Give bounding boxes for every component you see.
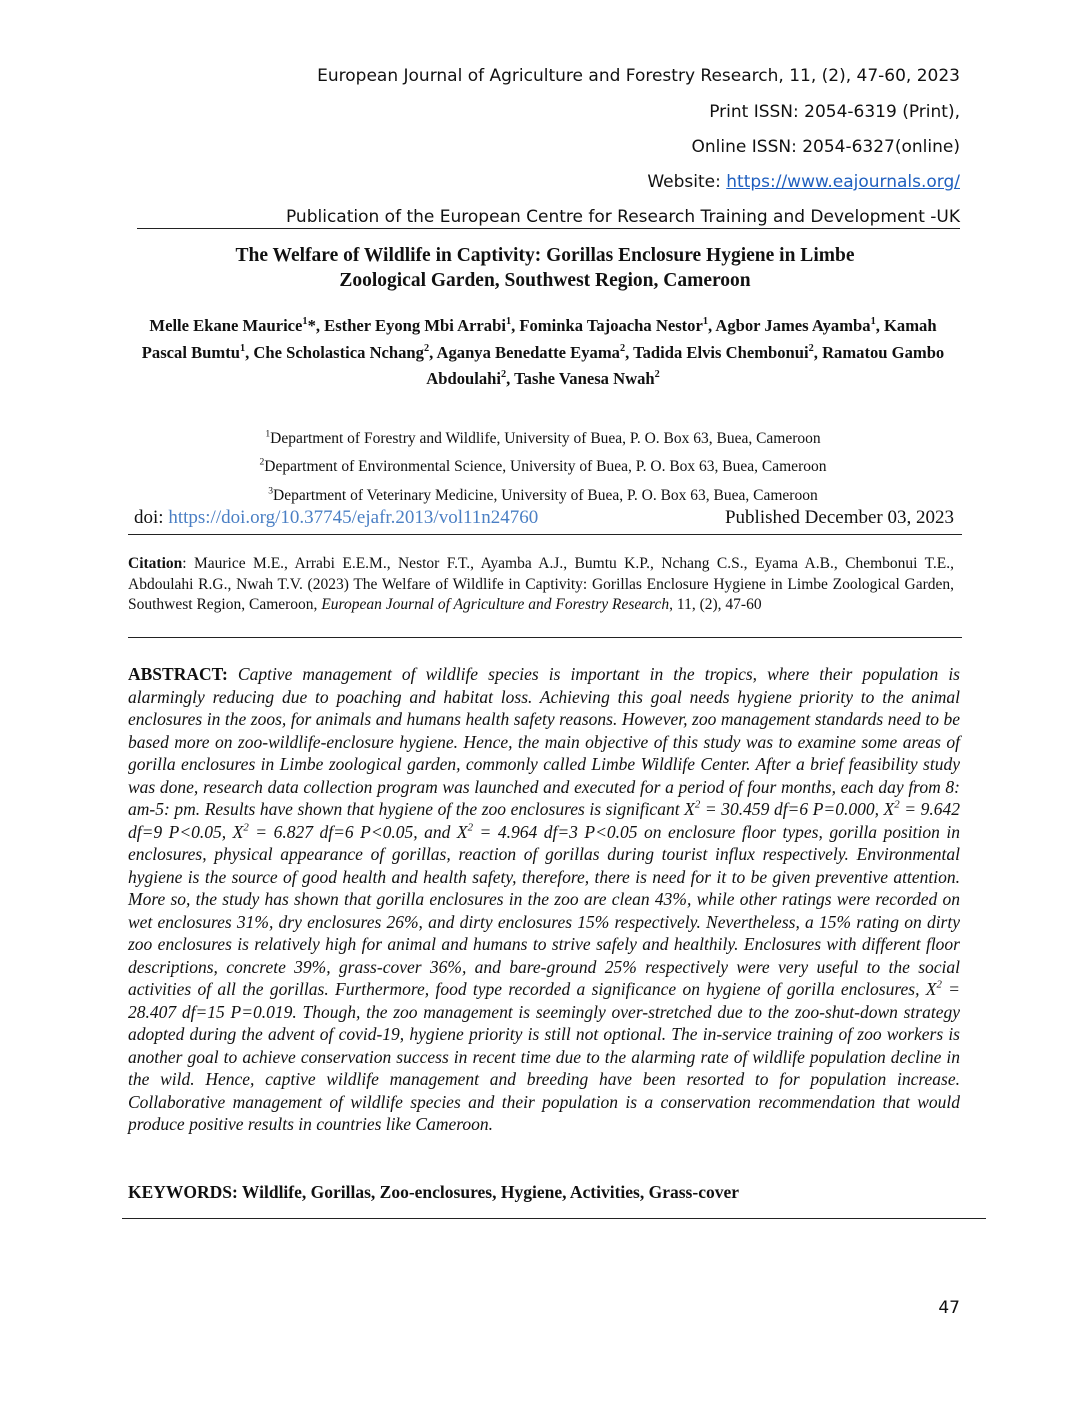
author-5: , Kamah Pascal Bumtu [141, 316, 937, 362]
author-sep: *, [307, 316, 325, 335]
abstract-label: ABSTRACT: [128, 664, 228, 684]
abstract-part-3: = 28.407 df=15 P=0.019. Though, the zoo management is seemingly over-stretched due to the zoo-shut-down strategy adopted during the advent of covid-19, hygiene priority is still not optional. The in-service training of zoo workers is another goal to achieve conservation success in recent time due to the alarming rate of wildlife population decline in the wild. Hence, captive wildlife management and breeding have been resorted to for population increase. Collaborative management of wildlife species and their population is a conservation recommendation that would produce positive results in countries like Cameroon. [128, 979, 960, 1134]
print-issn: Print ISSN: 2054-6319 (Print), [709, 102, 960, 122]
doi-label: doi: [134, 507, 169, 528]
affiliation-1 [128, 430, 958, 448]
author-2-sup: 1 [505, 315, 512, 327]
website-line [647, 172, 960, 192]
citation-tail: , 11, (2), 47-60 [669, 596, 762, 613]
author-9: , Ramatou Gambo Abdoulahi [426, 342, 945, 388]
author-8-sup: 2 [808, 342, 814, 354]
abstract-part-2: = 4.964 df=3 P<0.05 on enclosure floor types, gorilla position in enclosures, physical appearance of gorillas, reaction of gorillas during tourist influx respectively. Environmental hygiene is the source of good health and health safety, therefore, there is need for it to be given preventive attention. More so, the study has shown that gorilla enclosures in the zoo are clean 43%, while other ratings were recorded on wet enclosures 31%, dry enclosures 26%, and dirty enclosures 15% respectively. Nevertheless, a 15% rating on dirty zoo enclosures is relatively high for animal and humans to strive safely and healthily. Enclosures with different floor descriptions, concrete 39%, grass-cover 36%, and bare-ground 25% respectively were very useful to the social activities of all the gorillas. Furthermore, food type recorded a significance on hygiene of gorilla enclosures, X [128, 821, 960, 999]
publisher-line: Publication of the European Centre for Research Training and Development -UK [285, 207, 960, 227]
abstract-stat-1: = 30.459 df=6 P=0.000, X [700, 799, 895, 819]
journal-line: European Journal of Agriculture and Forestry Research, 11, (2), 47-60, 2023 [317, 66, 960, 86]
chi-sq-sup: 2 [936, 978, 942, 991]
author-10: , Tashe Vanesa Nwah [506, 369, 655, 388]
citation-label: Citation [128, 555, 183, 572]
affiliation-2-sup: 2 [259, 456, 265, 468]
citation-journal: European Journal of Agriculture and Forestry Research [321, 596, 670, 613]
citation-block [128, 554, 954, 616]
keywords: KEYWORDS: Wildlife, Gorillas, Zoo-enclosures, Hygiene, Activities, Grass-cover [128, 1182, 739, 1202]
author-3-sup: 1 [702, 315, 708, 327]
website-link[interactable]: https://www.eajournals.org/ [726, 172, 960, 192]
author-9-sup: 2 [500, 368, 507, 380]
abstract-body [128, 664, 960, 1134]
author-10-sup: 2 [654, 368, 660, 380]
author-3: , Fominka Tajoacha Nestor [511, 316, 703, 335]
affiliation-2 [128, 458, 958, 476]
author-6-sup: 2 [423, 342, 430, 354]
abstract-stat-3: = 6.827 df=6 P<0.05, and X [248, 821, 468, 842]
author-6: , Che Scholastica Nchang [245, 342, 424, 362]
author-1-sup: 1 [302, 315, 308, 327]
doi-link[interactable]: https://doi.org/10.37745/ejafr.2013/vol11n24760 [168, 507, 539, 528]
keywords-rule [122, 1218, 986, 1219]
doi [134, 507, 538, 529]
author-4-sup: 1 [870, 315, 876, 327]
chi-sq-sup: 2 [467, 820, 474, 833]
affiliation-1-sup: 1 [265, 428, 271, 440]
title-line-2: Zoological Garden, Southwest Region, Cameroon [339, 270, 751, 291]
abstract-block [128, 663, 960, 1136]
author-4: , Agbor James Ayamba [707, 316, 871, 335]
page-number: 47 [938, 1298, 960, 1318]
title-line-1: The Welfare of Wildlife in Captivity: Gorillas Enclosure Hygiene in Limbe [235, 245, 855, 266]
chi-sq-sup: 2 [243, 820, 249, 833]
published-date: Published December 03, 2023 [724, 507, 954, 528]
paper-title [150, 243, 940, 293]
header-rule [137, 228, 960, 229]
citation-text: : Maurice M.E., Arrabi E.E.M., Nestor F.T., Ayamba A.J., Bumtu K.P., Nchang C.S., Eyama A.B., Chembonui T.E., Abdoulahi R.G., Nwah T.V. (2023) The Welfare of Wildlife in Captivity: Gorillas Enclosure Hygiene in Limbe Zoological Garden, Southwest Region, Cameroon, [128, 555, 954, 613]
doi-line [134, 507, 954, 529]
doi-rule [128, 534, 962, 535]
abstract-stat-2: = 9.642 df=9 P<0.05, X [128, 799, 961, 842]
author-7: , Aganya Benedatte Eyama [429, 342, 620, 362]
abstract-part-1: Captive management of wildlife species is important in the tropics, where their population is alarmingly reducing due to poaching and habitat loss. Achieving this goal needs hygiene priority to the animal enclosures in the zoos, for animals and humans health safety reasons. However, zoo management standards need to be based more on zoo-wildlife-enclosure hygiene. Hence, the main objective of this study was to examine some areas of gorilla enclosures in Limbe zoological garden, commonly called Limbe Wildlife Center. After a brief feasibility study was done, research data collection program was launched and executed for a period of four months, each day from 8: am-5: pm. Results have shown that hygiene of the zoo enclosures is significant X [128, 664, 960, 819]
author-1: Melle Ekane Maurice [149, 316, 303, 335]
affiliation-3-text: Department of Veterinary Medicine, University of Buea, P. O. Box 63, Buea, Cameroon [273, 487, 818, 504]
author-5-sup: 1 [239, 342, 246, 354]
affiliation-3-sup: 3 [268, 485, 274, 497]
author-list [128, 313, 958, 393]
author-2: Esther Eyong Mbi Arrabi [324, 316, 506, 335]
citation-rule [128, 637, 962, 638]
author-8: , Tadida Elvis Chembonui [625, 342, 809, 362]
author-7-sup: 2 [619, 342, 626, 354]
chi-sq-sup: 2 [694, 798, 701, 811]
website-label: Website: [647, 172, 727, 192]
affiliation-2-text: Department of Environmental Science, University of Buea, P. O. Box 63, Buea, Cameroon [264, 458, 827, 475]
online-issn: Online ISSN: 2054-6327(online) [691, 137, 960, 157]
chi-sq-sup: 2 [894, 798, 900, 811]
affiliation-3 [128, 487, 958, 505]
affiliation-1-text: Department of Forestry and Wildlife, University of Buea, P. O. Box 63, Buea, Cameroon [270, 430, 821, 447]
